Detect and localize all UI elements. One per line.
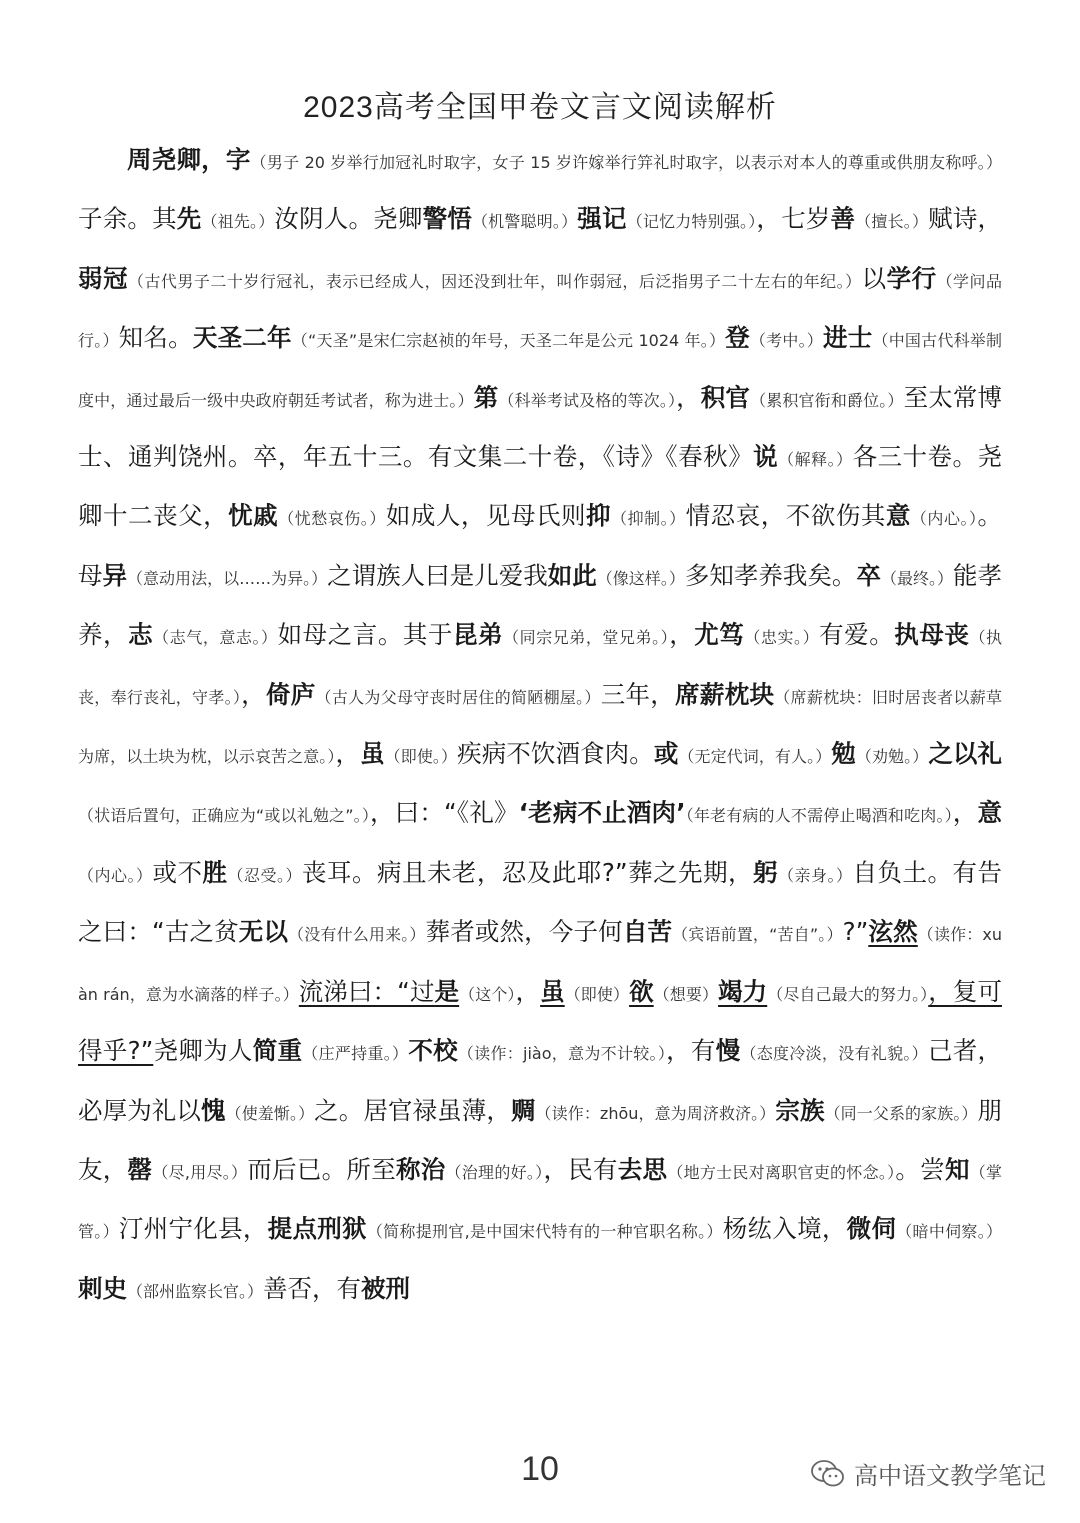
- passage-run: 如成人，见母氏则: [385, 501, 587, 531]
- keyword: 卒: [856, 560, 881, 590]
- annotation: （考中。）: [749, 331, 824, 351]
- passage-run: ，: [952, 798, 978, 828]
- keyword: 积官: [700, 382, 751, 412]
- passage-run: 尧卿为人: [153, 1036, 253, 1066]
- keyword: 进士: [823, 323, 873, 353]
- keyword-underlined: 是: [434, 976, 460, 1006]
- keyword: 尤笃: [694, 620, 745, 650]
- passage-run: 子余。其: [78, 204, 177, 234]
- page-number: 10: [521, 1450, 559, 1488]
- passage-run: 汝阴人。尧卿: [274, 204, 423, 234]
- annotation: （像这样。）: [596, 568, 685, 588]
- keyword: 第: [473, 382, 499, 412]
- passage-run: 之。居官禄虽薄，: [314, 1095, 511, 1125]
- annotation: （即使）: [564, 984, 630, 1004]
- keyword: 无以: [238, 917, 289, 947]
- keyword-underlined: 竭力: [718, 976, 768, 1006]
- keyword: 异: [102, 560, 128, 590]
- annotation: （劝勉。）: [855, 747, 929, 767]
- passage-run: 能孝养，: [78, 560, 1003, 650]
- annotation: （暗中伺察。）: [896, 1222, 1003, 1242]
- annotation: （尽自己最大的努力。）: [767, 984, 929, 1004]
- annotation: （记忆力特别强。）: [626, 212, 757, 232]
- annotation: （中国古代科举制度中，通过最后一级中央政府朝廷考试者，称为进士。）: [78, 331, 1003, 410]
- annotation: （读作：xuàn rán，意为水滴落的样子。）: [78, 925, 1003, 1004]
- annotation: （部州监察长官。）: [127, 1281, 264, 1301]
- keyword: 被刑: [361, 1273, 411, 1303]
- annotation: （祖先。）: [201, 212, 275, 232]
- keyword: 躬: [753, 857, 779, 887]
- passage-run: 多知孝养我矣。: [684, 560, 857, 590]
- keyword: 慢: [715, 1036, 741, 1066]
- passage-run: ，七岁: [756, 204, 831, 234]
- annotation: （掌管。）: [78, 1162, 1003, 1242]
- passage-run: ，曰：“《礼》: [370, 798, 519, 828]
- keyword: 弱冠: [78, 263, 128, 293]
- passage-run: 赋诗，: [928, 204, 1003, 234]
- keyword-underlined: 欲: [629, 976, 654, 1006]
- annotation: （没有什么用来。）: [288, 925, 426, 945]
- annotation: （男子 20 岁举行加冠礼时取字，女子 15 岁许嫁举行笄礼时取字，以表示对本人的尊重或供朋友称呼。）: [250, 153, 1002, 172]
- passage-text: [78, 132, 1002, 1320]
- keyword-underlined: 虽: [540, 976, 565, 1006]
- annotation: （治理的好。）: [445, 1162, 544, 1182]
- keyword: 天圣二年: [192, 323, 292, 353]
- keyword: 忧戚: [228, 501, 279, 531]
- annotation: （内心。）: [910, 509, 978, 529]
- annotation: （无定代词，有人。）: [678, 747, 832, 767]
- keyword: 自苦: [622, 917, 673, 947]
- annotation: （想要）: [653, 984, 719, 1004]
- annotation: （忠实。）: [744, 628, 820, 648]
- keyword: 之以礼: [928, 739, 1002, 769]
- passage-run: 杨纮入境，: [722, 1214, 847, 1244]
- keyword: 说: [753, 442, 779, 472]
- keyword: ‘老病不止酒肉’: [518, 798, 686, 828]
- annotation: （地方士民对离职官吏的怀念。）: [667, 1162, 896, 1182]
- passage-run: 疾病不饮酒食肉。: [457, 739, 654, 769]
- keyword: 微伺: [846, 1214, 897, 1244]
- annotation: （即使。）: [384, 747, 458, 767]
- keyword: 登: [725, 323, 750, 353]
- annotation: （擅长。）: [855, 212, 929, 232]
- annotation: （宾语前置，“苦自”。）: [672, 925, 843, 945]
- keyword: 善: [830, 204, 856, 234]
- annotation: （同宗兄弟，堂兄弟。）: [503, 628, 670, 648]
- annotation: （亲身。）: [778, 865, 853, 885]
- keyword: 不校: [408, 1036, 458, 1066]
- keyword: 简重: [252, 1036, 303, 1066]
- passage-run: 自负土。有告之曰：“古之贫: [78, 857, 1003, 947]
- watermark-text: 高中语文教学笔记: [854, 1462, 1046, 1490]
- keyword: 称治: [395, 1154, 446, 1184]
- annotation: （意动用法，以……为异。）: [127, 568, 328, 588]
- passage-run: 有爱。: [819, 620, 895, 650]
- passage-run-underlined: ，复可得乎?”: [78, 976, 1002, 1066]
- annotation: （科举考试及格的等次。）: [498, 390, 677, 410]
- passage-run: ，: [676, 382, 701, 412]
- keyword: 宗族: [775, 1095, 825, 1125]
- keyword-underlined: 泫然: [868, 917, 918, 947]
- annotation: （内心。）: [78, 865, 153, 885]
- keyword: 胜: [202, 857, 228, 887]
- passage-run: 善否，有: [263, 1273, 362, 1303]
- annotation: （古人为父母守丧时居住的简陋棚屋。）: [315, 687, 601, 707]
- keyword: 抑: [586, 501, 612, 531]
- annotation: （执丧，奉行丧礼，守孝。）: [78, 628, 1003, 707]
- keyword: 愧: [200, 1095, 226, 1125]
- keyword: 意: [885, 501, 911, 531]
- passage-run: 各三十卷。尧卿十二丧父，: [78, 442, 1003, 531]
- annotation: （抑制。）: [611, 509, 686, 529]
- passage-run: 己者，必厚为礼以: [78, 1036, 1003, 1125]
- annotation: （庄严持重。）: [302, 1044, 409, 1064]
- passage-run: 以: [861, 263, 887, 293]
- passage-run: 。母: [78, 501, 1003, 590]
- passage-run: 丧耳。病且未老，忍及此耶?”葬之先期，: [301, 857, 754, 887]
- passage-run: 如母之言。其于: [277, 620, 453, 650]
- annotation: （解释。）: [778, 450, 853, 470]
- annotation: （同一父系的家族。）: [824, 1103, 978, 1123]
- keyword: 虽: [360, 739, 385, 769]
- keyword: 席薪枕块: [675, 679, 775, 709]
- passage-run: ，民有: [543, 1154, 618, 1184]
- annotation: （读作：jiào，意为不计较。）: [457, 1044, 667, 1064]
- passage-run: 而后已。所至: [247, 1154, 396, 1184]
- annotation: （志气，意志。）: [153, 628, 278, 648]
- passage-run: 至太常博士、通判饶州。卒，年五十三。有文集二十卷，《诗》《春秋》: [78, 382, 1003, 472]
- keyword: 先: [176, 204, 202, 234]
- annotation: （忍受。）: [227, 865, 302, 885]
- annotation: （读作：zhōu，意为周济救济。）: [535, 1103, 776, 1123]
- keyword: 或: [653, 739, 679, 769]
- annotation: （年老有病的人不需停止喝酒和吃肉。）: [685, 806, 953, 826]
- annotation: （简称提刑官,是中国宋代特有的一种官职名称。）: [366, 1222, 723, 1242]
- keyword: 强记: [577, 204, 627, 234]
- annotation: （学问品行。）: [78, 271, 1003, 351]
- annotation: （最终。）: [880, 568, 953, 588]
- passage-run: ，: [669, 620, 695, 650]
- passage-run-underlined: 流涕曰：“过: [298, 976, 435, 1006]
- passage-run: 知名。: [118, 323, 193, 353]
- passage-run: ，: [515, 976, 541, 1006]
- annotation: （机警聪明。）: [471, 212, 578, 232]
- keyword: 刺史: [78, 1273, 127, 1303]
- keyword: 提点刑狱: [267, 1214, 367, 1244]
- wechat-icon: [810, 1459, 846, 1489]
- passage-run: 或不: [152, 857, 203, 887]
- annotation: （这个）: [459, 984, 516, 1004]
- passage-run: 葬者或然，今子何: [425, 917, 623, 947]
- keyword: 志: [128, 620, 154, 650]
- keyword: 意: [977, 798, 1002, 828]
- passage-run: ?”: [842, 917, 869, 947]
- passage-run: 情忍哀，不欲伤其: [685, 501, 886, 531]
- passage-run: 三年，: [600, 679, 676, 709]
- keyword: 倚庐: [265, 679, 316, 709]
- page-title: 2023高考全国甲卷文言文阅读解析: [303, 91, 777, 124]
- passage-run: 朋友，: [78, 1095, 1003, 1184]
- keyword: 警悟: [422, 204, 472, 234]
- keyword: 去思: [617, 1154, 668, 1184]
- annotation: （忧愁哀伤。）: [278, 509, 386, 529]
- keyword: 周尧卿，字: [127, 145, 251, 174]
- passage-run: ，: [241, 679, 266, 709]
- passage-run: ，有: [666, 1036, 716, 1066]
- watermark: [810, 1456, 1046, 1491]
- annotation: （席薪枕块：旧时居丧者以薪草为席，以土块为枕，以示哀苦之意。）: [78, 687, 1003, 767]
- keyword: 昆弟: [452, 620, 504, 650]
- annotation: （使羞惭。）: [225, 1103, 315, 1123]
- keyword: 如此: [547, 560, 597, 590]
- keyword: 学行: [886, 263, 937, 293]
- keyword: 罄: [127, 1154, 153, 1184]
- passage-run: ，: [335, 739, 361, 769]
- keyword: 勉: [831, 739, 856, 769]
- keyword: 执母丧: [894, 620, 970, 650]
- annotation: （状语后置句，正确应为“或以礼勉之”。）: [78, 806, 371, 826]
- passage-run: 。尝: [895, 1154, 945, 1184]
- passage-run: 之谓族人曰是儿爱我: [327, 560, 548, 590]
- annotation: （古代男子二十岁行冠礼，表示已经成人，因还没到壮年，叫作弱冠，后泛指男子二十左右的年纪。）: [127, 271, 862, 291]
- keyword: 赒: [510, 1095, 536, 1125]
- annotation: （“天圣”是宋仁宗赵祯的年号，天圣二年是公元 1024 年。）: [291, 331, 726, 351]
- passage-run: 汀州宁化县，: [118, 1214, 268, 1244]
- keyword: 知: [944, 1154, 970, 1184]
- annotation: （累积官衔和爵位。）: [750, 390, 904, 410]
- annotation: （尽,用尽。）: [152, 1162, 248, 1182]
- annotation: （态度冷淡，没有礼貌。）: [740, 1044, 928, 1064]
